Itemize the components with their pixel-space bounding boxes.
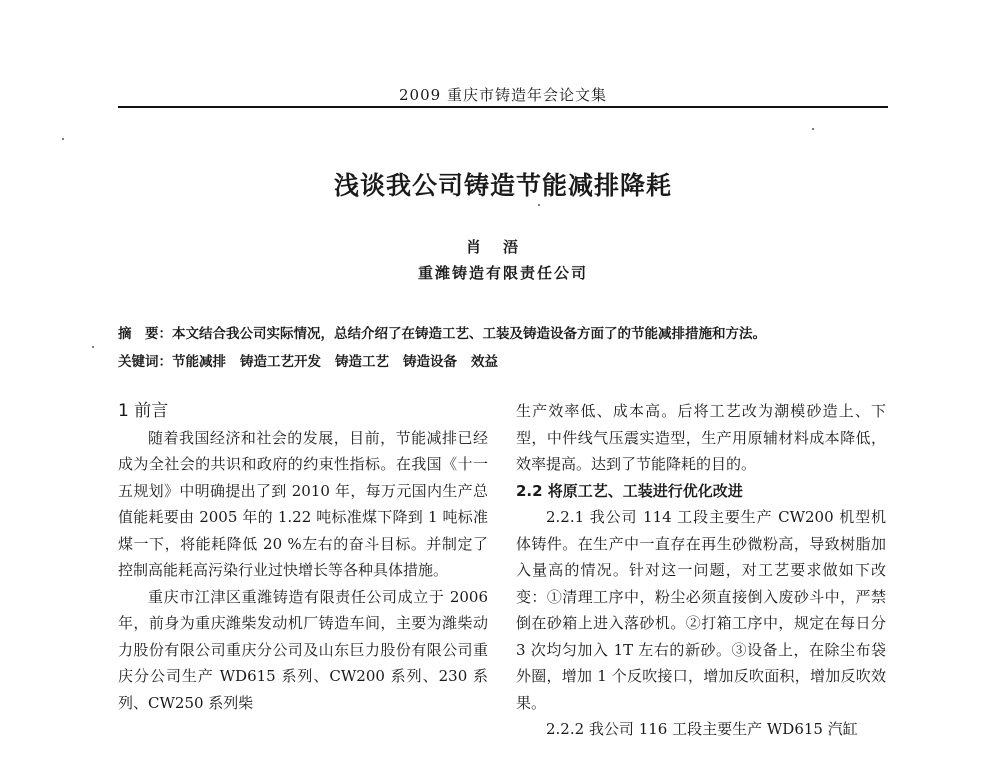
paragraph: 随着我国经济和社会的发展，目前，节能减排已经成为全社会的共识和政府的约束性指标。在我国《十一五规划》中明确提出了到 2010 年，每万元国内生产总值能耗要由 2005 年的 1.22 吨标准煤下降到 1 吨标准煤一下，将能耗降低 20 %左右的奋斗目标。并制定了控制高能耗高污染行业过快增长等各种具体措施。 <box>118 428 488 579</box>
keyword: 效益 <box>471 354 498 370</box>
author-name: 肖浯 <box>465 238 540 256</box>
keywords-label: 关键词： <box>118 354 172 370</box>
paragraph: 重庆市江津区重潍铸造有限责任公司成立于 2006 年，前身为重庆潍柴发动机厂铸造车间，主要为潍柴动力股份有限公司重庆分公司及山东巨力股份有限公司重庆分公司生产 WD615 系列、CW200 系列、230 系列、CW250 系列柴 <box>118 587 488 712</box>
keyword: 铸造设备 <box>403 354 457 370</box>
left-column <box>118 398 488 716</box>
right-column <box>516 398 886 743</box>
abstract-label: 摘 要： <box>118 326 172 342</box>
header-rule <box>118 106 888 108</box>
section-heading: 1 前言 <box>118 401 169 421</box>
keywords <box>118 350 888 370</box>
running-header: 2009 重庆市铸造年会论文集 <box>399 86 607 104</box>
keyword: 铸造工艺 <box>335 354 389 370</box>
scan-speck <box>538 204 540 206</box>
abstract <box>118 322 888 342</box>
paper-title: 浅谈我公司铸造节能减排降耗 <box>333 171 672 200</box>
paragraph: 2.2.1 我公司 114 工段主要生产 CW200 机型机体铸件。在生产中一直存在再生砂微粉高，导致树脂加入量高的情况。针对这一问题，对工艺要求做如下改变：①清理工序中，粉尘必须直接倒入废砂斗中，严禁倒在砂箱上进入落砂机。②打箱工序中，规定在每日分 3 次均匀加入 1T 左右的新砂。③设备上，在除尘布袋外圈，增加 1 个反吹接口，增加反吹面积，增加反吹效果。 <box>516 508 886 712</box>
paragraph: 生产效率低、成本高。后将工艺改为潮模砂造上、下型，中件线气压震实造型，生产用原辅材料成本降低，效率提高。达到了节能降耗的目的。 <box>516 402 886 473</box>
paragraph: 2.2.2 我公司 116 工段主要生产 WD615 汽缸 <box>546 720 858 738</box>
scan-speck <box>62 138 64 140</box>
keyword: 铸造工艺开发 <box>240 354 321 370</box>
keyword: 节能减排 <box>172 354 226 370</box>
abstract-text: 本文结合我公司实际情况，总结介绍了在铸造工艺、工装及铸造设备方面了的节能减排措施和方法。 <box>172 326 766 342</box>
subsection-heading: 2.2 将原工艺、工装进行优化改进 <box>516 481 743 500</box>
author-affiliation: 重潍铸造有限责任公司 <box>417 264 588 282</box>
scan-speck <box>812 128 814 130</box>
scan-speck <box>92 346 94 348</box>
